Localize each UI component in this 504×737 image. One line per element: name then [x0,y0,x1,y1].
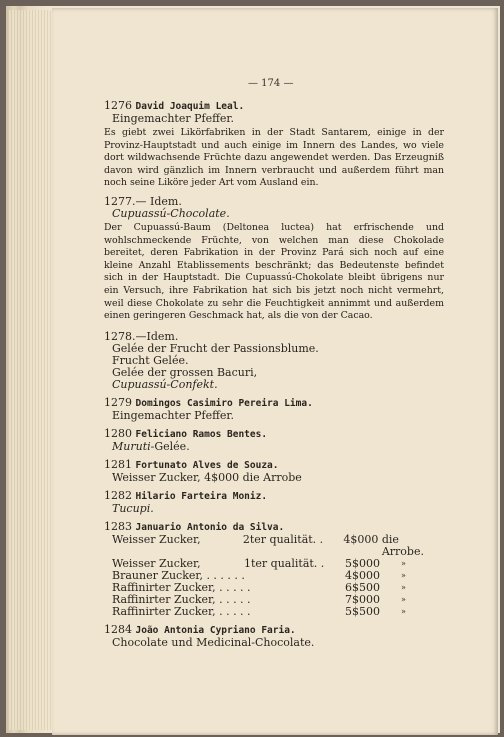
price-value: 5$000 [345,556,380,570]
entry-1281 [104,459,444,484]
exhibitor-name: Feliciano Ramos Bentes. [135,428,268,440]
entry-1283 [104,521,444,618]
entry-number: 1277.— Idem. [104,194,182,208]
product-line: Frucht Gelée. [112,353,189,367]
product-line: Gelée der grossen Bacuri, [112,365,258,379]
price-quality [244,570,316,582]
price-row [112,534,444,558]
product-title: Cupuassú-Chocolate. [112,206,230,220]
exhibitor-name: Januario Antonio da Silva. [135,521,285,533]
price-label: Weisser Zucker, [112,556,201,570]
product-title: Eingemachter Pfeffer. [112,112,234,125]
product-title-rest: -Gelée. [150,439,190,453]
product-title-italic: Muruti [112,439,151,453]
exhibitor-name: Hilario Farteira Moniz. [135,490,268,502]
entry-number: 1283 [104,519,132,533]
entry-number: 1276 [104,99,132,112]
price-quality [244,582,316,594]
price-unit: » [400,582,406,592]
price-unit: » [400,606,406,616]
price-value: 5$500 [345,604,380,618]
exhibitor-name: David Joaquim Leal. [135,101,245,112]
price-label: Raffinirter Zucker, . . . . . [112,592,251,606]
price-label: Brauner Zucker, . . . . . . [112,568,245,582]
price-row [112,582,444,594]
exhibitor-name: Domingos Casimiro Pereira Lima. [135,397,313,409]
price-label: Raffinirter Zucker, . . . . . [112,580,251,594]
page-content [104,100,444,655]
page-number: — 174 — [248,78,294,89]
price-row [112,606,444,618]
product-title: Tucupi. [112,501,154,515]
exhibitor-name: Fortunato Alves de Souza. [135,459,279,471]
entry-1280 [104,428,444,453]
product-title: Chocolate und Medicinal-Chocolate. [112,635,315,649]
price-value: 4$000 [345,568,380,582]
entry-number: 1279 [104,395,132,409]
price-label: Raffinirter Zucker, . . . . . [112,604,251,618]
entry-1278 [104,331,444,391]
entry-number: 1280 [104,426,132,440]
price-value: 4$000 [343,532,379,546]
entry-number: 1284 [104,622,132,636]
entry-number: 1278.—Idem. [104,329,179,343]
entry-1276 [104,100,444,190]
price-quality: 1ter qualität. . [244,556,325,570]
entry-1284 [104,624,444,649]
price-row [112,570,444,582]
product-line: Gelée der Frucht der Passionsblume. [112,341,319,355]
price-row [112,594,444,606]
entry-1279 [104,397,444,422]
price-unit: » [400,558,406,568]
product-title: Weisser Zucker, 4$000 die Arrobe [112,470,302,484]
product-line: Cupuassú-Confekt. [112,377,218,391]
price-quality [244,594,316,606]
price-list [112,534,444,618]
price-row [112,558,444,570]
entry-number: 1281 [104,457,132,471]
entry-1277 [104,196,444,323]
price-quality [244,606,316,618]
exhibitor-name: João Antonia Cypriano Faria. [135,624,296,636]
price-unit: » [400,594,406,604]
entry-description: Der Cupuassú-Baum (Deltonea luctea) hat erfrischende und wohlschmeckende Früchte, von welchen man diese Chokolade bereitet, deren Fabrikation in der Provinz Pará sich noch auf eine kleine Anzahl Etablissements beschränkt; das Bedeutenste befindet sich in der Hauptstadt. Die Cupuassú-Chokolate bleibt übrigens nur ein Versuch, ihre Fabrikation hat sich bis jetzt noch nicht vermehrt, weil diese Chokolate zu sehr die Feuchtigkeit annimmt und außerdem einen geringeren Geschmack hat, als die von der Cacao. [104,221,444,322]
price-label: Weisser Zucker, [112,532,201,546]
price-unit: die Arrobe. [381,532,424,558]
price-value: 6$500 [345,580,380,594]
price-value: 7$000 [345,592,380,606]
entry-1282 [104,490,444,515]
entry-description: Es giebt zwei Likörfabriken in der Stadt Santarem, einige in der Provinz-Hauptstadt und auch einige im Innern des Landes, wo viele dort wildwachsende Früchte dazu angewendet werden. Das Erzeugniß davon wird gänzlich im Innern verbraucht und außerdem führt man noch seine Liköre jeder Art vom Ausland ein. [104,127,444,189]
entry-number: 1282 [104,488,132,502]
page-edges [8,10,52,730]
price-quality: 2ter qualität. . [242,532,324,546]
product-title: Eingemachter Pfeffer. [112,408,234,422]
price-unit: » [400,570,406,580]
